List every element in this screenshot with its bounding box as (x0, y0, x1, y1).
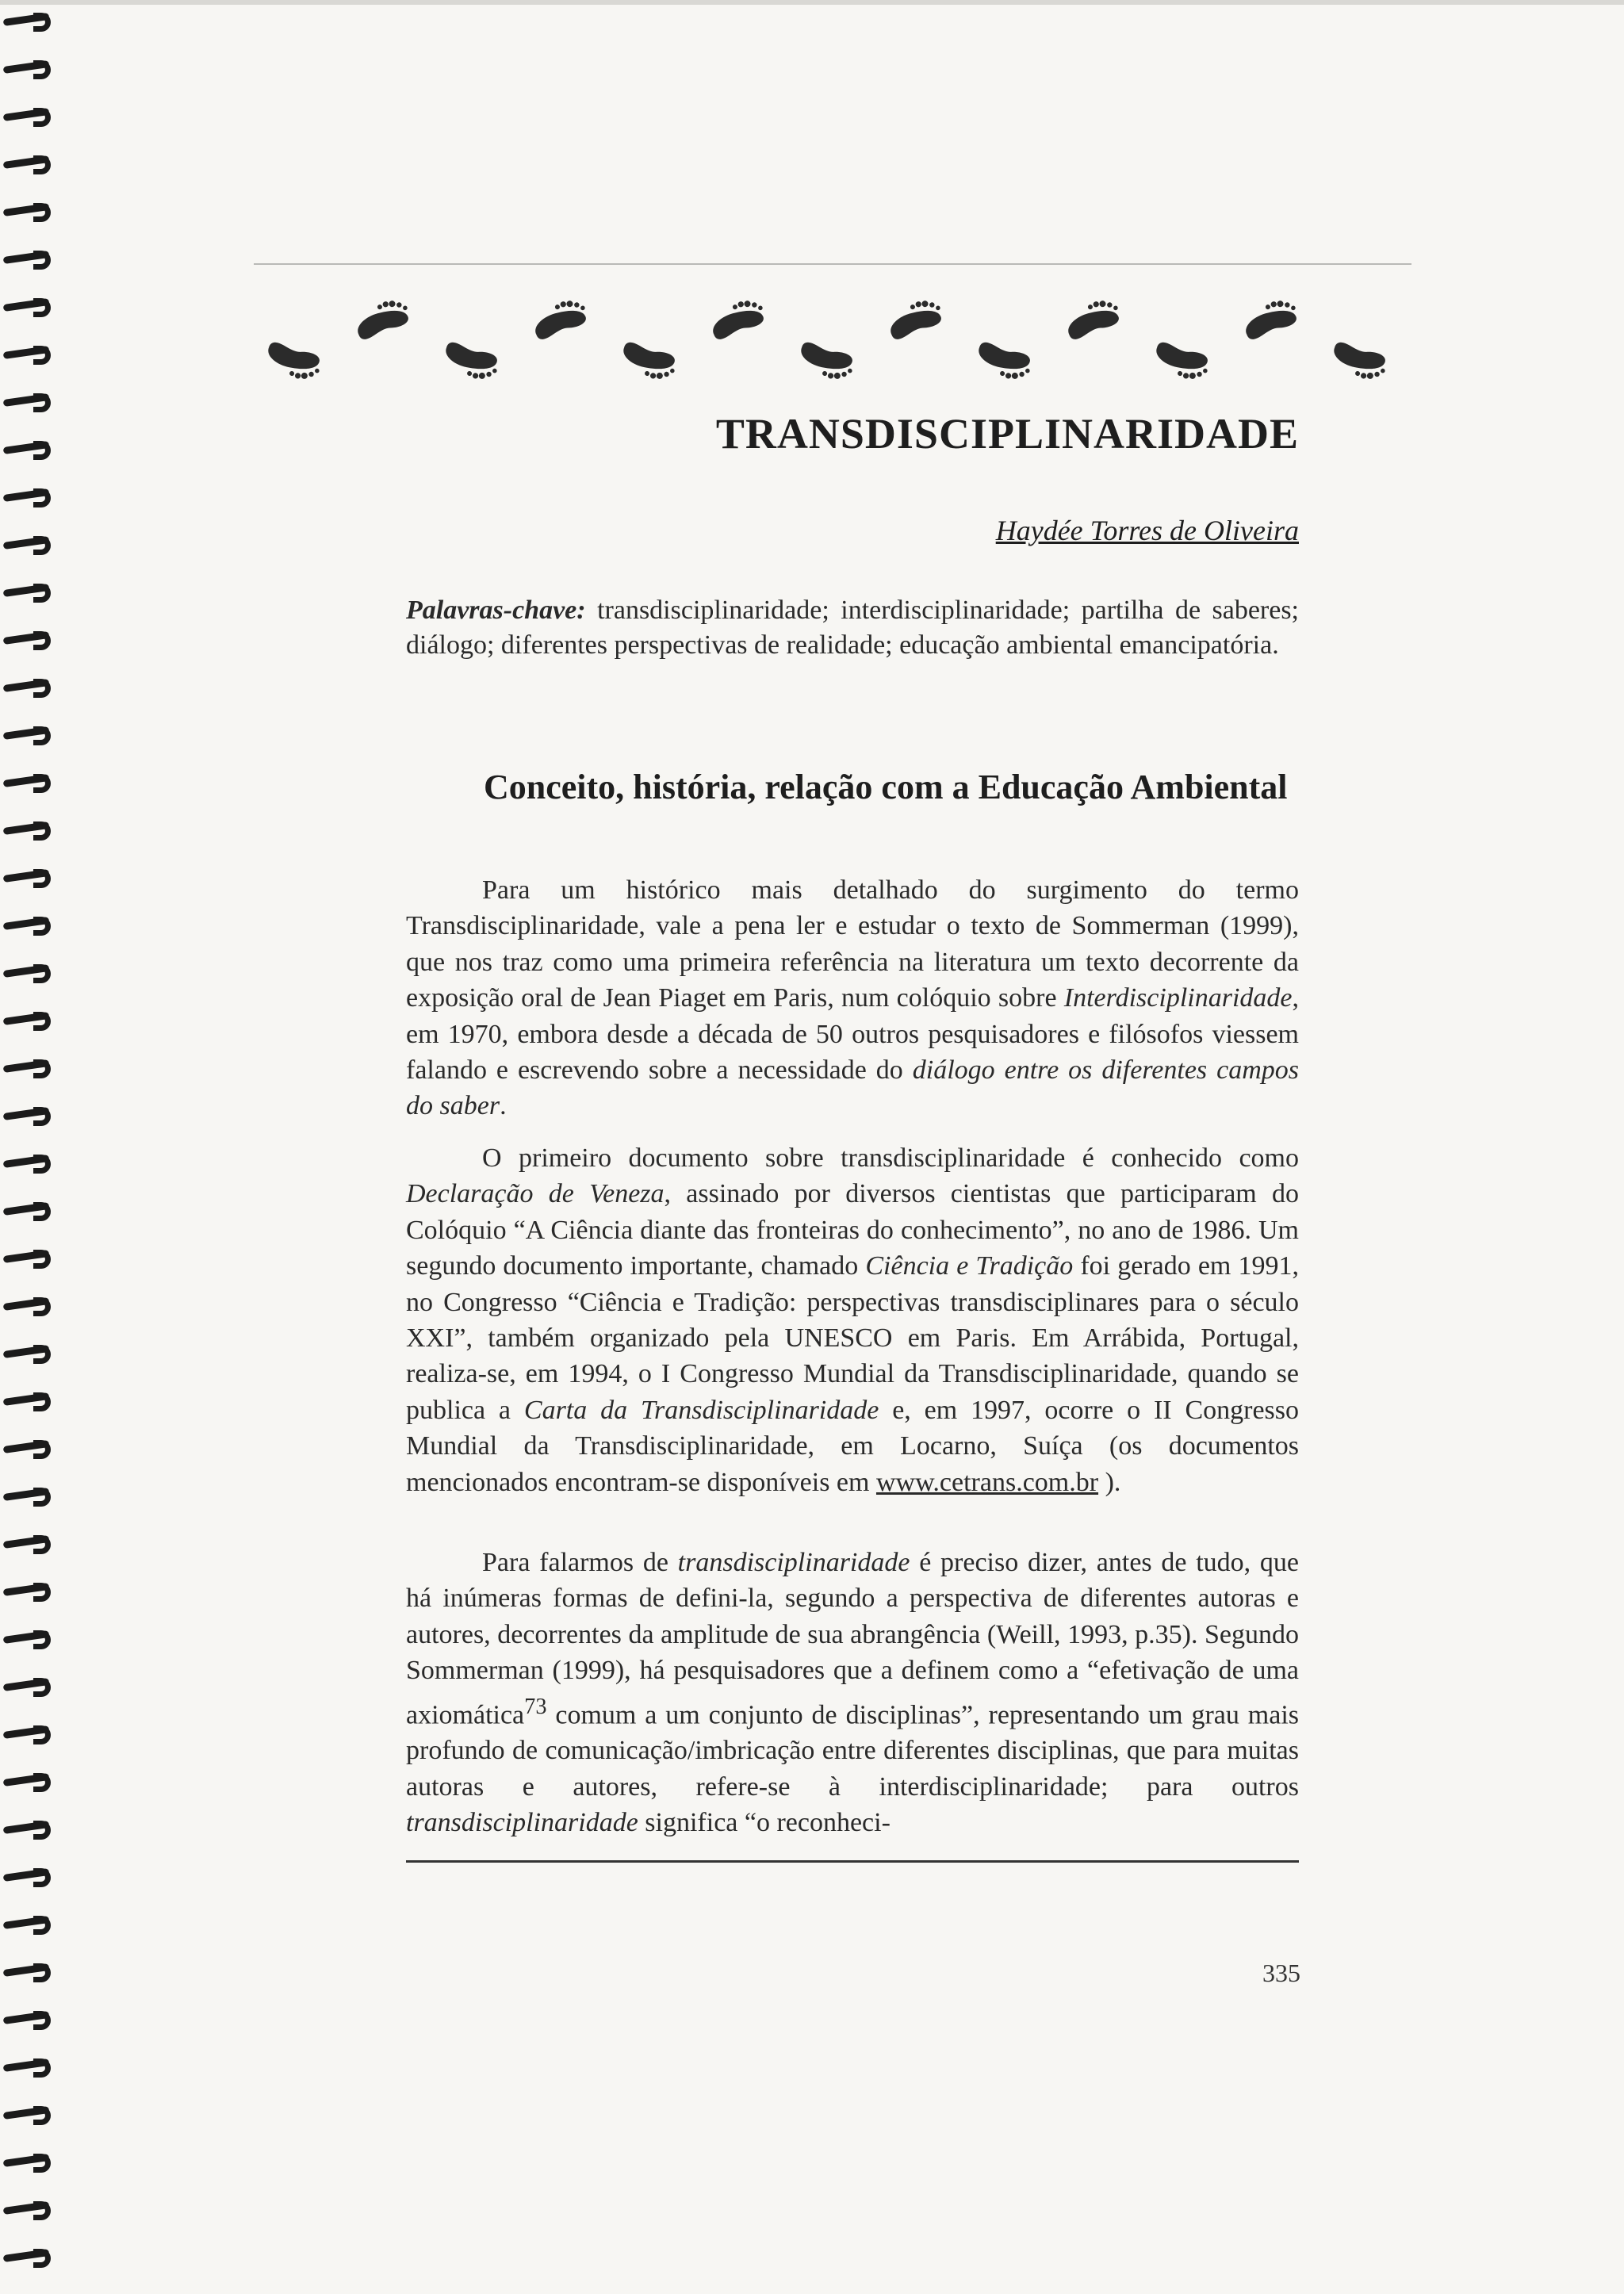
coil-hook (33, 726, 51, 745)
spiral-coil-icon (3, 1294, 56, 1318)
coil-hook (33, 13, 51, 32)
coil-hook (33, 1107, 51, 1126)
header-rule (254, 263, 1411, 265)
coil-hook (33, 869, 51, 888)
coil-hook (33, 393, 51, 412)
section-heading: Conceito, história, relação com a Educação Ambiental (484, 768, 1288, 806)
coil-hook (33, 1155, 51, 1174)
spiral-coil-icon (3, 818, 56, 842)
coil-hook (33, 536, 51, 555)
paragraph-text: O primeiro documento sobre transdisciplinaridade é conhecido como (482, 1143, 1299, 1173)
coil-hook (33, 1916, 51, 1935)
spiral-coil-icon (3, 1199, 56, 1223)
coil-hook (33, 679, 51, 698)
paragraph-text: e, em 1997, ocorre o II Congresso Mundial da Transdisciplinaridade, em Locarno, Suíça (os documentos mencionados encontram-se disponíveis em (406, 1395, 1300, 1497)
coil-hook (33, 1535, 51, 1554)
spiral-coil-icon (3, 866, 56, 890)
coil-hook (33, 2106, 51, 2125)
emphasis-text: Ciência e Tradição (865, 1251, 1074, 1281)
paragraph-text: , em 1970, embora desde a década de 50 outros pesquisadores e filósofos viessem falando e escrevendo sobre a necessidade do (406, 983, 1299, 1086)
coil-hook (33, 1012, 51, 1031)
paragraph-text: Para um histórico mais detalhado do surgimento do termo Transdisciplinaridade, vale a pena ler e estudar o texto de Sommerman (1999), que nos traz como uma primeira referência na literatura um texto decorrente da exposição oral de Jean Piaget em Paris, num colóquio sobre (406, 875, 1299, 1013)
spiral-coil-icon (3, 152, 56, 176)
coil-hook (33, 203, 51, 222)
spiral-coil-icon (3, 485, 56, 509)
coil-hook (33, 488, 51, 507)
chapter-title: TRANSDISCIPLINARIDADE (715, 410, 1299, 458)
spiral-coil-icon (3, 1675, 56, 1698)
coil-hook (33, 774, 51, 793)
paragraph-text: ). (1098, 1467, 1121, 1497)
coil-hook (33, 2249, 51, 2268)
coil-hook (33, 1630, 51, 1649)
paragraph-3 (406, 1545, 1299, 1841)
spiral-coil-icon (3, 2246, 56, 2269)
coil-hook (33, 821, 51, 841)
spiral-coil-icon (3, 771, 56, 795)
coil-hook (33, 60, 51, 79)
spiral-coil-icon (3, 295, 56, 319)
footprint-icon (613, 334, 684, 388)
emphasis-text: transdisciplinaridade (406, 1808, 638, 1838)
coil-hook (33, 1297, 51, 1316)
spiral-coil-icon (3, 580, 56, 604)
spiral-coil-icon (3, 913, 56, 937)
emphasis-text: Declaração de Veneza (406, 1179, 665, 1209)
coil-hook (33, 346, 51, 365)
coil-hook (33, 1392, 51, 1411)
footprint-icon (1323, 334, 1395, 388)
coil-hook (33, 631, 51, 650)
spiral-coil-icon (3, 1009, 56, 1032)
coil-hook (33, 1250, 51, 1269)
footprint-icon (523, 291, 596, 348)
footer-rule (406, 1860, 1299, 1863)
footprint-icon (1146, 334, 1217, 388)
spiral-coil-icon (3, 676, 56, 699)
coil-hook (33, 1059, 51, 1078)
keywords-paragraph (406, 593, 1299, 663)
footprint-icon (258, 334, 329, 388)
keywords-text: transdisciplinaridade; interdisciplinaridade; partilha de saberes; diálogo; diferentes perspectivas de realidade; educação ambiental emancipatória. (406, 596, 1300, 660)
spiral-binding-icon (0, 0, 63, 2294)
spiral-coil-icon (3, 105, 56, 128)
coil-hook (33, 1821, 51, 1840)
footprints-icon (262, 293, 1427, 381)
spiral-coil-icon (3, 1580, 56, 1603)
footprint-icon (701, 291, 774, 348)
emphasis-text: transdisciplinaridade (677, 1548, 910, 1577)
spiral-coil-icon (3, 1247, 56, 1270)
coil-hook (33, 2154, 51, 2173)
spiral-coil-icon (3, 57, 56, 81)
footprint-icon (346, 291, 419, 348)
spiral-coil-icon (3, 1627, 56, 1651)
author-name: Haydée Torres de Oliveira (995, 515, 1299, 546)
footprint-icon (791, 334, 862, 388)
footprint-icon (879, 291, 952, 348)
keywords-label: Palavras-chave: (406, 596, 586, 625)
coil-hook (33, 917, 51, 936)
coil-hook (33, 1345, 51, 1364)
website-link[interactable]: www.cetrans.com.br (875, 1467, 1099, 1497)
spiral-coil-icon (3, 2055, 56, 2079)
spiral-coil-icon (3, 1532, 56, 1556)
spiral-coil-icon (3, 1151, 56, 1175)
coil-hook (33, 1963, 51, 1982)
spiral-coil-icon (3, 200, 56, 224)
paragraph-text: . (500, 1091, 507, 1121)
spiral-coil-icon (3, 2103, 56, 2127)
spiral-coil-icon (3, 2150, 56, 2174)
spiral-coil-icon (3, 247, 56, 271)
coil-hook (33, 1202, 51, 1221)
spiral-coil-icon (3, 438, 56, 461)
paragraph-2 (406, 1140, 1299, 1500)
spiral-coil-icon (3, 1913, 56, 1936)
paragraph-text: comum a um conjunto de disciplinas”, representando um grau mais profundo de comunicação/imbricação entre diferentes disciplinas, que para muitas autoras e autores, refere-se à interdisciplinaridade; para outros (406, 1699, 1299, 1802)
coil-hook (33, 1488, 51, 1507)
coil-hook (33, 2201, 51, 2220)
spiral-coil-icon (3, 2008, 56, 2032)
spiral-coil-icon (3, 390, 56, 414)
coil-hook (33, 964, 51, 983)
paragraph-text: foi gerado em 1991, no Congresso “Ciência e Tradição: perspectivas transdisciplinares para o século XXI”, também organizado pela UNESCO em Paris. Em Arrábida, Portugal, realiza-se, em 1994, o I Congresso Mundial da Transdisciplinaridade, quando se publica a (406, 1251, 1299, 1425)
emphasis-text: diálogo entre os diferentes campos do saber (406, 1055, 1299, 1121)
spiral-coil-icon (3, 1104, 56, 1128)
paragraph-1 (406, 872, 1299, 1124)
spiral-coil-icon (3, 1342, 56, 1365)
spiral-coil-icon (3, 10, 56, 33)
spiral-coil-icon (3, 533, 56, 557)
coil-hook (33, 1678, 51, 1697)
footprint-icon (1234, 291, 1307, 348)
paragraph-text: significa “o reconheci- (638, 1808, 891, 1838)
coil-hook (33, 1725, 51, 1744)
emphasis-text: Carta da Transdisciplinaridade (523, 1395, 879, 1425)
page-number: 335 (1262, 1959, 1300, 1987)
spiral-coil-icon (3, 1056, 56, 1080)
spiral-coil-icon (3, 2198, 56, 2222)
coil-hook (33, 1583, 51, 1602)
spiral-coil-icon (3, 1389, 56, 1413)
paragraph-text: é preciso dizer, antes de tudo, que há inúmeras formas de defini-la, segundo a perspectiva de diferentes autoras e autores, decorrentes da amplitude de sua abrangência (Weill, 1993, p.35). Segundo Sommerman (1999), há pesquisadores que a definem como a “efetivação de uma axiomática (406, 1548, 1299, 1729)
coil-hook (33, 108, 51, 127)
footprint-icon (968, 334, 1040, 388)
spiral-coil-icon (3, 1722, 56, 1746)
footprint-icon (1056, 291, 1129, 348)
spiral-coil-icon (3, 1817, 56, 1841)
page-top-edge (0, 0, 1624, 5)
paragraph-text: Para falarmos de (482, 1548, 678, 1577)
spiral-coil-icon (3, 1865, 56, 1889)
coil-hook (33, 584, 51, 603)
spiral-coil-icon (3, 628, 56, 652)
coil-hook (33, 2058, 51, 2078)
coil-hook (33, 1773, 51, 1792)
spiral-coil-icon (3, 343, 56, 366)
spiral-coil-icon (3, 961, 56, 985)
coil-hook (33, 251, 51, 270)
coil-hook (33, 2011, 51, 2030)
spiral-coil-icon (3, 1437, 56, 1461)
spiral-coil-icon (3, 1960, 56, 1984)
coil-hook (33, 1440, 51, 1459)
coil-hook (33, 1868, 51, 1887)
coil-hook (33, 298, 51, 317)
footnote-marker[interactable]: 73 (524, 1694, 547, 1719)
spiral-coil-icon (3, 723, 56, 747)
footprint-icon (435, 334, 507, 388)
coil-hook (33, 441, 51, 460)
emphasis-text: Interdisciplinaridade (1063, 983, 1293, 1013)
spiral-coil-icon (3, 1770, 56, 1794)
paragraph-text: , assinado por diversos cientistas que participaram do Colóquio “A Ciência diante das fronteiras do conhecimento”, no ano de 1986. Um segundo documento importante, chamado (406, 1179, 1299, 1281)
coil-hook (33, 155, 51, 174)
spiral-coil-icon (3, 1484, 56, 1508)
